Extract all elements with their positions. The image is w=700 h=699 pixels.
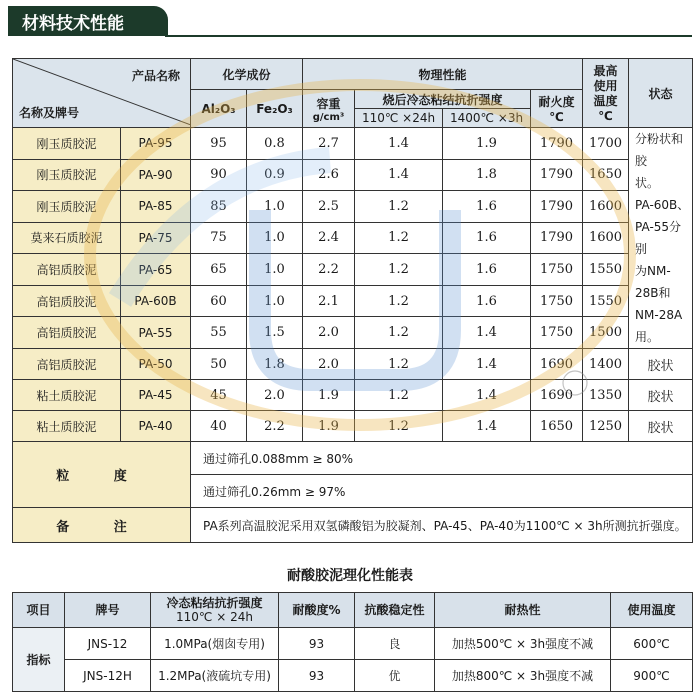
particle-row [13, 442, 693, 475]
fe2o3-header: Fe₂O₃ [247, 90, 303, 128]
remark-row [13, 508, 693, 543]
strength-header: 冷态粘结抗折强度 110℃ × 24h [151, 593, 279, 628]
acid-table-title: 耐酸胶泥理化性能表 [287, 568, 413, 584]
density-header: 容重 g/cm³ [303, 90, 355, 128]
table-row: 刚玉质胶泥 PA-90 90 0.9 2.6 1.4 1.8 1790 1650 [13, 159, 693, 191]
row-label: 指标 [13, 628, 65, 692]
particle-spec-2: 通过筛孔0.26mm ≥ 97% [191, 475, 693, 508]
chemical-header: 化学成份 [191, 59, 303, 90]
name-code-label: 名称及牌号 [19, 106, 80, 120]
remark-text: PA系列高温胶泥采用双氢磷酸铝为胶凝剂、PA-45、PA-40为1100℃ × 3h所测抗折强度。 [191, 508, 693, 543]
state-group-cell: 分粉状和胶 状。 PA-60B、 PA-55分别 为NM-28B和 NM-28A用。 [629, 128, 693, 349]
section-title: 材料技术性能 [8, 6, 168, 36]
temp-header: 使用温度 [611, 593, 693, 628]
material-properties-table [12, 58, 693, 543]
table-row: 粘土质胶泥 PA-45 45 2.0 1.9 1.2 1.4 1690 1350 胶状 [13, 380, 693, 411]
table-row: 高铝质胶泥 PA-55 55 1.5 2.0 1.2 1.4 1750 1500 [13, 317, 693, 349]
table-row: 莫来石质胶泥 PA-75 75 1.0 2.4 1.2 1.6 1790 1600 [13, 222, 693, 254]
table-row: 粘土质胶泥 PA-40 40 2.2 1.9 1.2 1.4 1650 1250 胶状 [13, 411, 693, 442]
table-row: 刚玉质胶泥 PA-95 95 0.8 2.7 1.4 1.9 1790 1700 分粉状和胶 状。 PA-60B、 PA-55分别 为NM-28B和 NM-28A用。 [13, 128, 693, 160]
table-row: 高铝质胶泥 PA-50 50 1.8 2.0 1.2 1.4 1690 1400 胶状 [13, 349, 693, 380]
bond-strength-header: 烧后冷态粘结抗折强度 [355, 90, 531, 109]
product-name-label: 产品名称 [131, 69, 180, 83]
table-row: 高铝质胶泥 PA-65 65 1.0 2.2 1.2 1.6 1750 1550 [13, 254, 693, 286]
header-divider [165, 35, 692, 37]
cond-110-header: 110℃ ×24h [355, 109, 443, 128]
heat-header: 耐热性 [435, 593, 611, 628]
al2o3-header: Al₂O₃ [191, 90, 247, 128]
max-temp-header: 最高使用温度 ℃ [583, 59, 629, 128]
particle-label: 粒 度 [13, 442, 191, 508]
table-row: 指标 JNS-12 1.0MPa(烟囱专用) 93 良 加热500℃ × 3h强度不减 600℃ [13, 628, 693, 660]
cond-1400-header: 1400℃ ×3h [443, 109, 531, 128]
state-header: 状态 [629, 59, 693, 128]
acid-header: 耐酸度% [279, 593, 355, 628]
diagonal-header-cell [13, 59, 191, 128]
physical-header: 物理性能 [303, 59, 583, 90]
acid-resistant-table [12, 592, 693, 692]
table-row: 刚玉质胶泥 PA-85 85 1.0 2.5 1.2 1.6 1790 1600 [13, 191, 693, 223]
code-header: 牌号 [65, 593, 151, 628]
item-header: 项目 [13, 593, 65, 628]
section-header [0, 0, 700, 40]
remark-label: 备 注 [13, 508, 191, 543]
stability-header: 抗酸稳定性 [355, 593, 435, 628]
particle-spec-1: 通过筛孔0.088mm ≥ 80% [191, 442, 693, 475]
refractoriness-header: 耐火度 ℃ [531, 90, 583, 128]
table-row: 高铝质胶泥 PA-60B 60 1.0 2.1 1.2 1.6 1750 1550 [13, 285, 693, 317]
table-row: JNS-12H 1.2MPa(液硫坑专用) 93 优 加热800℃ × 3h强度不减 900℃ [13, 660, 693, 692]
